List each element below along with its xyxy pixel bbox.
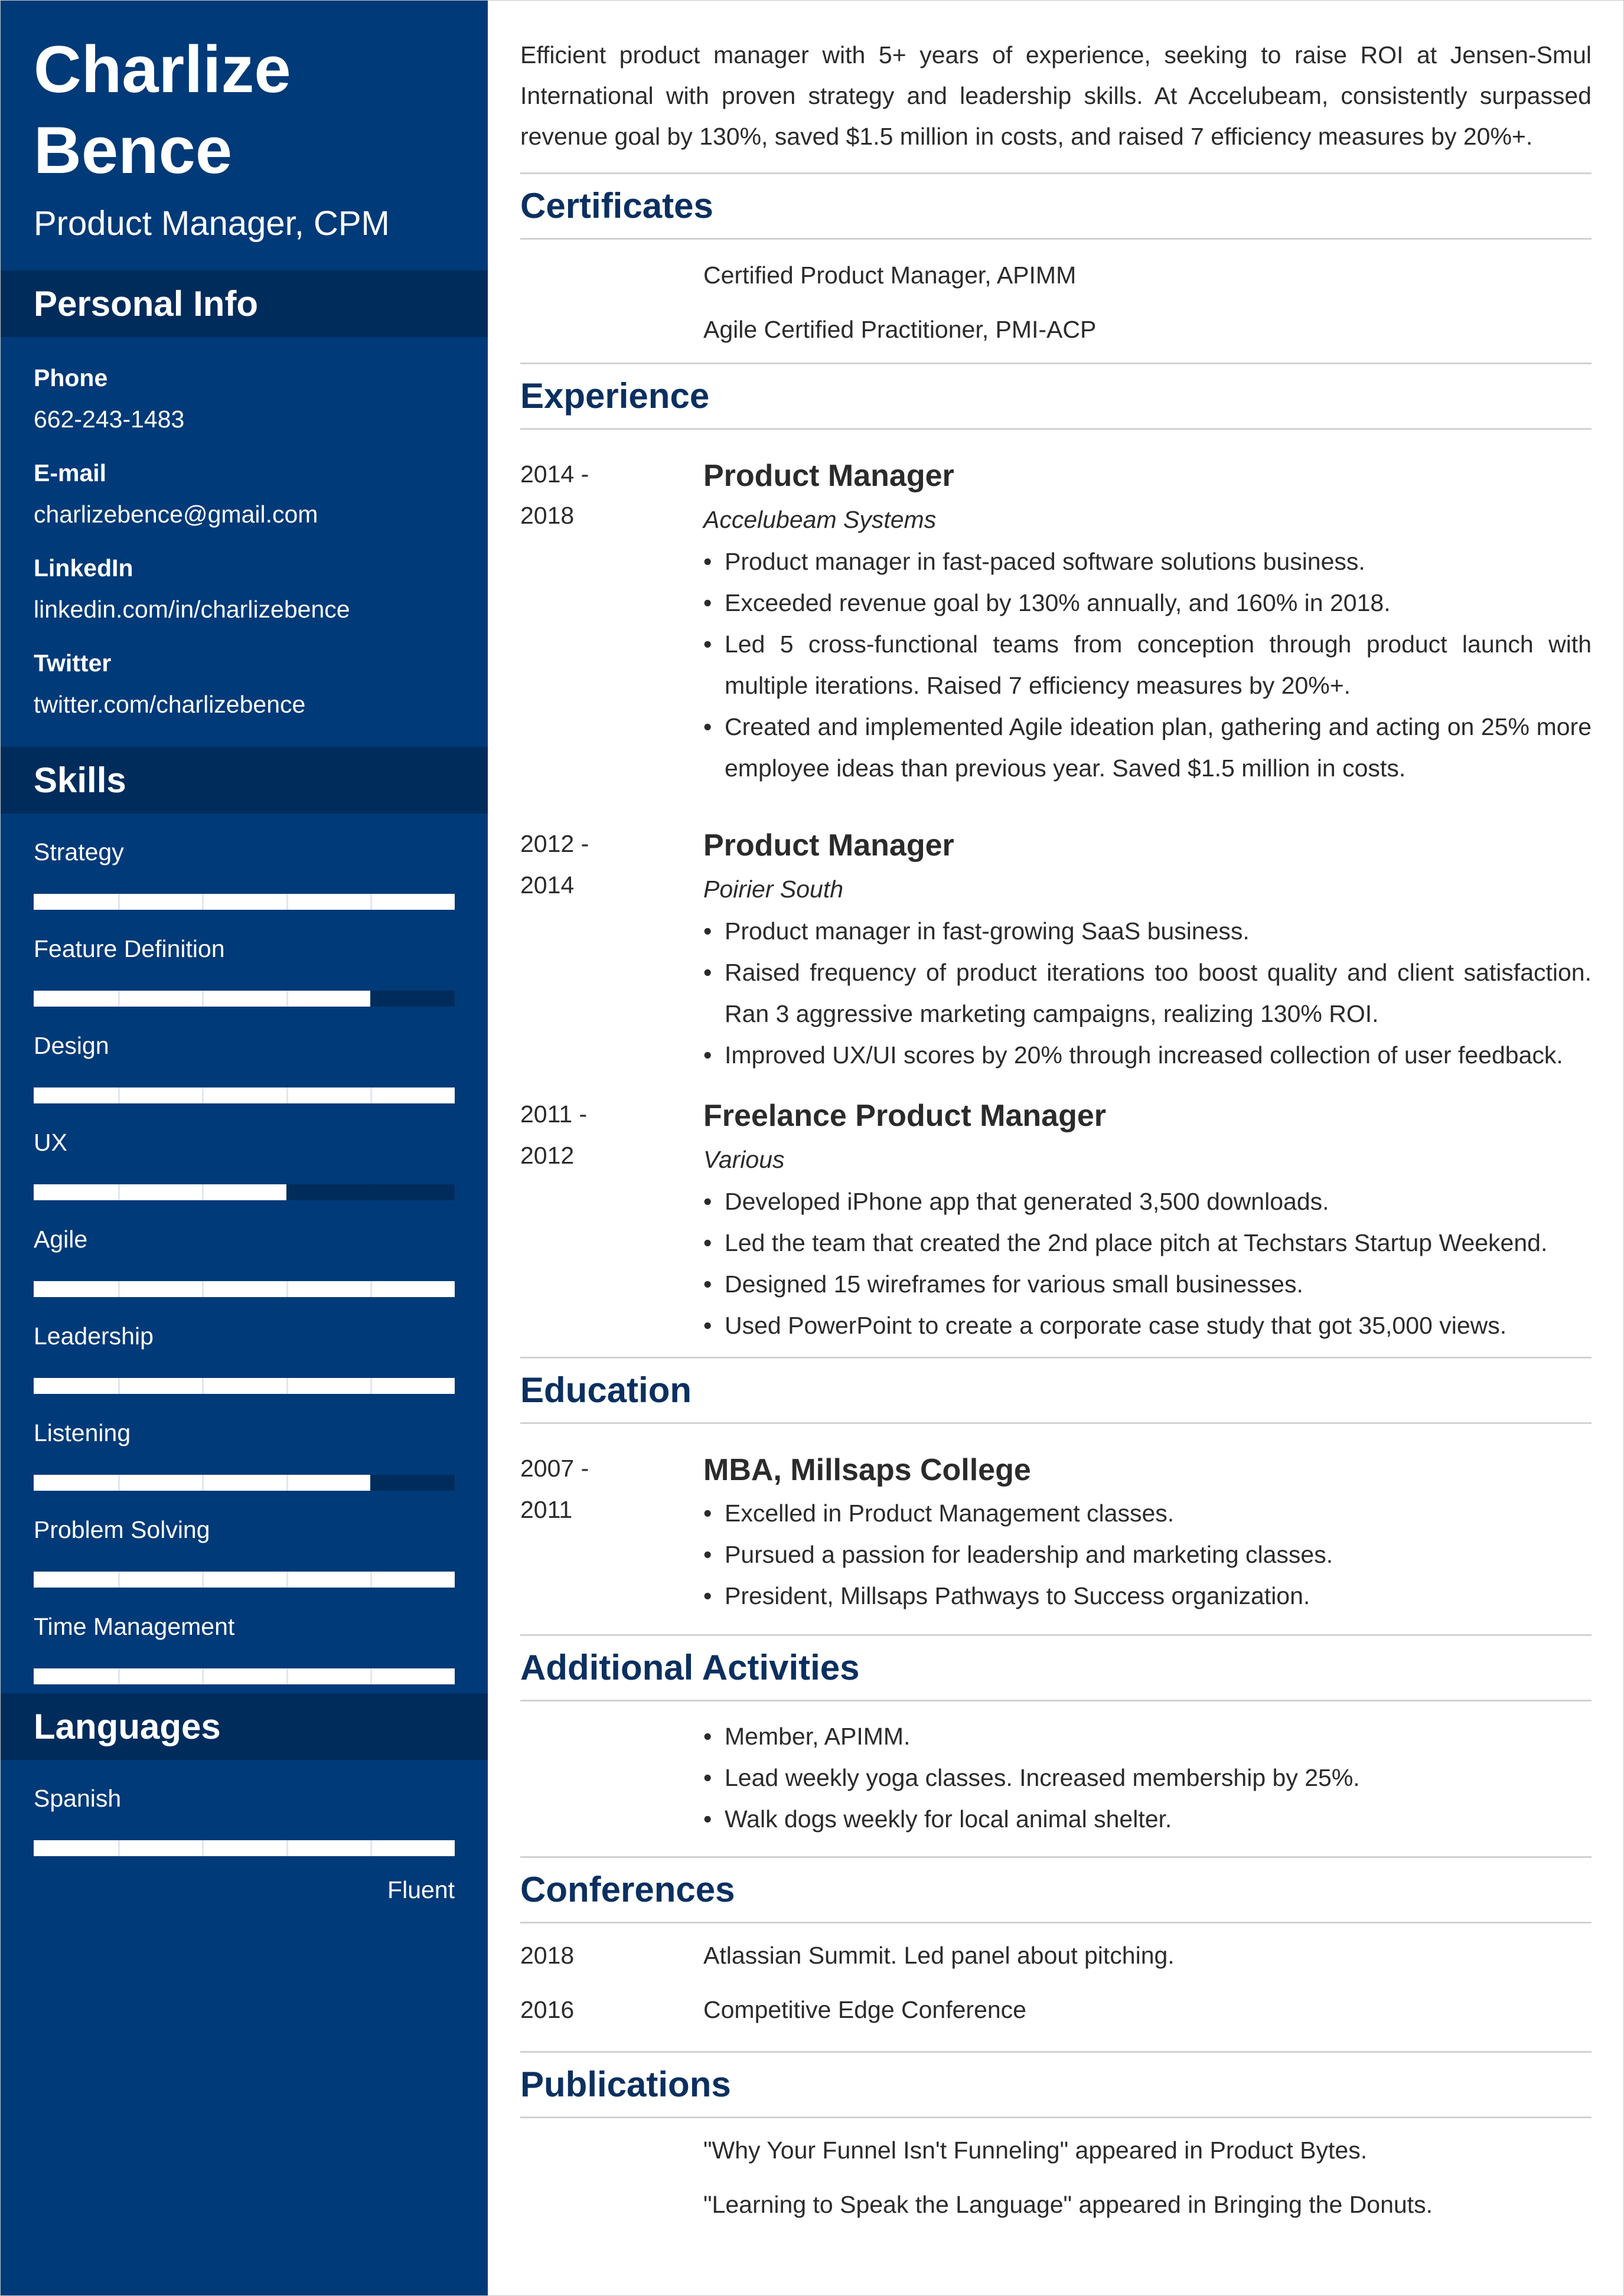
- conference-year: 2016: [520, 1996, 575, 2023]
- summary: Efficient product manager with 5+ years of experience, seeking to raise ROI at Jensen-Smul International with proven strategy and leadership skills. At Accelubeam, consistently surpassed revenue goal by 130%, saved $1.5 million in costs, and raised 7 efficiency measures by 20%+.: [520, 41, 1592, 150]
- activities-section: [520, 1701, 1592, 1849]
- date-start: 2014 -: [520, 460, 589, 488]
- level-tick: [370, 1087, 372, 1103]
- job-company: Accelubeam Systems: [703, 506, 937, 533]
- level-tick: [370, 1281, 372, 1297]
- skill-item: [34, 1219, 455, 1315]
- job-details: [703, 1093, 1592, 1346]
- last-name: Bence: [34, 113, 233, 187]
- job-details: [703, 823, 1592, 1093]
- education-entry: [520, 1424, 1592, 1625]
- date-end: 2014: [520, 871, 575, 899]
- job-company: Poirier South: [703, 876, 844, 903]
- job-dates: [520, 1093, 703, 1346]
- publications-heading: Publications: [520, 2051, 1592, 2118]
- skill-level-fill: [34, 1184, 286, 1200]
- skill-name: Time Management: [34, 1613, 235, 1640]
- job-company: Various: [703, 1146, 785, 1173]
- skill-name: Problem Solving: [34, 1516, 210, 1543]
- activity-bullet: • Lead weekly yoga classes. Increased membership by 25%.: [703, 1757, 1592, 1798]
- publications-section: [520, 2118, 1592, 2232]
- level-tick: [202, 991, 204, 1007]
- job-dates: [520, 823, 703, 1093]
- conference-text: Competitive Edge Conference: [703, 1996, 1026, 2023]
- skill-level-bar: [34, 1475, 455, 1491]
- date-spacer: [520, 2123, 703, 2232]
- level-tick: [286, 1840, 288, 1856]
- skill-name: Listening: [34, 1419, 131, 1446]
- skill-level-bar: [34, 1281, 455, 1297]
- language-level-fill: [34, 1840, 455, 1856]
- date-start: 2012 -: [520, 830, 589, 857]
- skill-level-bar: [34, 1572, 455, 1588]
- level-tick: [202, 1378, 204, 1394]
- job-position: Product Manager: [703, 828, 954, 863]
- skill-item: [34, 831, 455, 928]
- job-bullets: [703, 541, 1592, 789]
- skill-item: [34, 1509, 455, 1606]
- date-start: 2007 -: [520, 1455, 589, 1482]
- skills-heading: Skills: [1, 747, 488, 814]
- level-tick: [202, 1668, 204, 1684]
- date-end: 2018: [520, 502, 575, 529]
- contact-email: [34, 452, 455, 535]
- skill-level-bar: [34, 894, 455, 910]
- level-tick: [118, 1572, 120, 1588]
- skills-list: [1, 814, 488, 1693]
- job-bullet: • Improved UX/UI scores by 20% through increased collection of user feedback.: [703, 1034, 1592, 1076]
- contact-label: Twitter: [34, 649, 112, 677]
- level-tick: [286, 1475, 288, 1491]
- level-tick: [202, 1475, 204, 1491]
- activity-bullet: • Walk dogs weekly for local animal shelter.: [703, 1798, 1592, 1840]
- language-level-label: Fluent: [387, 1876, 455, 1903]
- level-tick: [286, 1378, 288, 1394]
- contact-label: LinkedIn: [34, 554, 133, 582]
- language-level-bar: [34, 1840, 455, 1856]
- skill-level-fill: [34, 1378, 455, 1394]
- date-start: 2011 -: [520, 1100, 588, 1128]
- activity-bullet: • Member, APIMM.: [703, 1716, 1592, 1757]
- level-tick: [118, 1281, 120, 1297]
- publications-list: [703, 2123, 1592, 2232]
- skill-item: [34, 1606, 455, 1693]
- job-details: [703, 453, 1592, 823]
- skill-name: Design: [34, 1032, 109, 1059]
- date-end: 2011: [520, 1496, 573, 1523]
- experience-entry: [520, 823, 1592, 1093]
- level-tick: [286, 1184, 288, 1200]
- activities-bullets: [703, 1716, 1592, 1840]
- job-bullet: • Designed 15 wireframes for various small businesses.: [703, 1263, 1592, 1305]
- level-tick: [118, 1184, 120, 1200]
- level-tick: [370, 1668, 372, 1684]
- skill-level-fill: [34, 1572, 455, 1588]
- level-tick: [202, 1184, 204, 1200]
- conference-year: 2018: [520, 1942, 575, 1969]
- skill-level-bar: [34, 1668, 455, 1684]
- contact-phone: [34, 357, 455, 440]
- skill-level-bar: [34, 1378, 455, 1394]
- job-bullet: • Led the team that created the 2nd place pitch at Techstars Startup Weekend.: [703, 1222, 1592, 1263]
- level-tick: [202, 1572, 204, 1588]
- level-tick: [202, 894, 204, 910]
- contact-label: E-mail: [34, 459, 107, 486]
- date-end: 2012: [520, 1142, 575, 1169]
- skill-level-fill: [34, 894, 455, 910]
- level-tick: [118, 991, 120, 1007]
- level-tick: [202, 1840, 204, 1856]
- job-bullet: • Used PowerPoint to create a corporate case study that got 35,000 views.: [703, 1305, 1592, 1346]
- skill-level-bar: [34, 991, 455, 1007]
- level-tick: [370, 991, 372, 1007]
- skill-level-fill: [34, 1281, 455, 1297]
- skill-name: UX: [34, 1129, 67, 1156]
- job-title: Product Manager, CPM: [34, 204, 390, 243]
- contact-linkedin: [34, 547, 455, 630]
- education-bullet: • Excelled in Product Management classes.: [703, 1492, 1592, 1534]
- level-tick: [370, 1378, 372, 1394]
- skill-item: [34, 928, 455, 1025]
- job-bullets: [703, 910, 1592, 1076]
- education-bullets: [703, 1492, 1592, 1616]
- education-details: [703, 1448, 1592, 1616]
- conference-text: Atlassian Summit. Led panel about pitching.: [703, 1942, 1175, 1969]
- publication-item: "Why Your Funnel Isn't Funneling" appeared in Product Bytes.: [703, 2137, 1368, 2164]
- conference-item: [520, 1928, 1592, 1983]
- skill-level-bar: [34, 1184, 455, 1200]
- conference-item: [520, 1983, 1592, 2037]
- job-dates: [520, 453, 703, 823]
- date-spacer: [520, 1716, 703, 1840]
- skill-item: [34, 1412, 455, 1509]
- skill-level-fill: [34, 1668, 455, 1684]
- experience-heading: Experience: [520, 362, 1592, 430]
- level-tick: [370, 1840, 372, 1856]
- level-tick: [118, 1378, 120, 1394]
- job-bullet: • Led 5 cross-functional teams from conception through product launch with multiple iterations. Raised 7 efficiency measures by 20%+.: [703, 623, 1592, 706]
- level-tick: [286, 991, 288, 1007]
- publication-item: "Learning to Speak the Language" appeared in Bringing the Donuts.: [703, 2191, 1433, 2218]
- certificate-item: Agile Certified Practitioner, PMI-ACP: [703, 316, 1097, 343]
- job-bullet: • Product manager in fast-growing SaaS business.: [703, 910, 1592, 952]
- activities-list: [703, 1716, 1592, 1840]
- certificate-item: Certified Product Manager, APIMM: [703, 262, 1077, 289]
- job-position: Product Manager: [703, 459, 954, 493]
- level-tick: [286, 894, 288, 910]
- degree: MBA, Millsaps College: [703, 1453, 1031, 1487]
- level-tick: [286, 1572, 288, 1588]
- skill-level-fill: [34, 1087, 455, 1103]
- level-tick: [118, 1668, 120, 1684]
- level-tick: [202, 1281, 204, 1297]
- education-bullet: • President, Millsaps Pathways to Success organization.: [703, 1575, 1592, 1616]
- first-name: Charlize: [34, 32, 291, 106]
- level-tick: [370, 1475, 372, 1491]
- job-bullet: • Raised frequency of product iterations too boost quality and client satisfaction. Ran 3 aggressive marketing campaigns, realizing 130% ROI.: [703, 952, 1592, 1034]
- personal-info-heading: Personal Info: [1, 270, 488, 337]
- job-position: Freelance Product Manager: [703, 1099, 1106, 1133]
- candidate-name: [1, 1, 488, 191]
- job-bullet: • Developed iPhone app that generated 3,500 downloads.: [703, 1181, 1592, 1222]
- level-tick: [370, 1572, 372, 1588]
- language-name: Spanish: [34, 1785, 122, 1812]
- skill-name: Leadership: [34, 1322, 154, 1350]
- education-bullet: • Pursued a passion for leadership and marketing classes.: [703, 1534, 1592, 1575]
- conferences-list: [520, 1923, 1592, 2043]
- skill-name: Agile: [34, 1226, 88, 1253]
- contact-label: Phone: [34, 364, 108, 391]
- education-heading: Education: [520, 1357, 1592, 1424]
- level-tick: [118, 894, 120, 910]
- skill-item: [34, 1025, 455, 1122]
- sidebar: [1, 1, 488, 2295]
- level-tick: [118, 1087, 120, 1103]
- activities-heading: Additional Activities: [520, 1634, 1592, 1701]
- skill-name: Strategy: [34, 838, 124, 866]
- experience-entry: [520, 430, 1592, 823]
- certificates-section: [520, 240, 1592, 357]
- language-item: [1, 1760, 488, 1910]
- certificates-heading: Certificates: [520, 172, 1592, 240]
- skill-item: [34, 1122, 455, 1219]
- skill-name: Feature Definition: [34, 935, 225, 962]
- main-content: [488, 1, 1623, 2295]
- experience-entry: [520, 1093, 1592, 1353]
- conferences-heading: Conferences: [520, 1856, 1592, 1923]
- level-tick: [118, 1840, 120, 1856]
- job-bullet: • Product manager in fast-paced software solutions business.: [703, 541, 1592, 582]
- contact-value: linkedin.com/in/charlizebence: [34, 596, 350, 623]
- level-tick: [286, 1668, 288, 1684]
- languages-heading: Languages: [1, 1693, 488, 1760]
- contact-value: charlizebence@gmail.com: [34, 501, 318, 528]
- level-tick: [286, 1087, 288, 1103]
- job-bullets: [703, 1181, 1592, 1346]
- certificates-list: [703, 248, 1592, 357]
- level-tick: [370, 1184, 372, 1200]
- contact-value: 662-243-1483: [34, 406, 185, 433]
- level-tick: [370, 894, 372, 910]
- date-spacer: [520, 248, 703, 357]
- education-dates: [520, 1448, 703, 1616]
- level-tick: [118, 1475, 120, 1491]
- contact-list: [1, 337, 488, 747]
- contact-twitter: [34, 642, 455, 725]
- skill-item: [34, 1315, 455, 1412]
- skill-level-bar: [34, 1087, 455, 1103]
- contact-value: twitter.com/charlizebence: [34, 691, 306, 718]
- job-bullet: • Exceeded revenue goal by 130% annually, and 160% in 2018.: [703, 582, 1592, 623]
- job-bullet: • Created and implemented Agile ideation plan, gathering and acting on 25% more employee ideas than previous year. Saved $1.5 million in costs.: [703, 706, 1592, 789]
- level-tick: [286, 1281, 288, 1297]
- level-tick: [202, 1087, 204, 1103]
